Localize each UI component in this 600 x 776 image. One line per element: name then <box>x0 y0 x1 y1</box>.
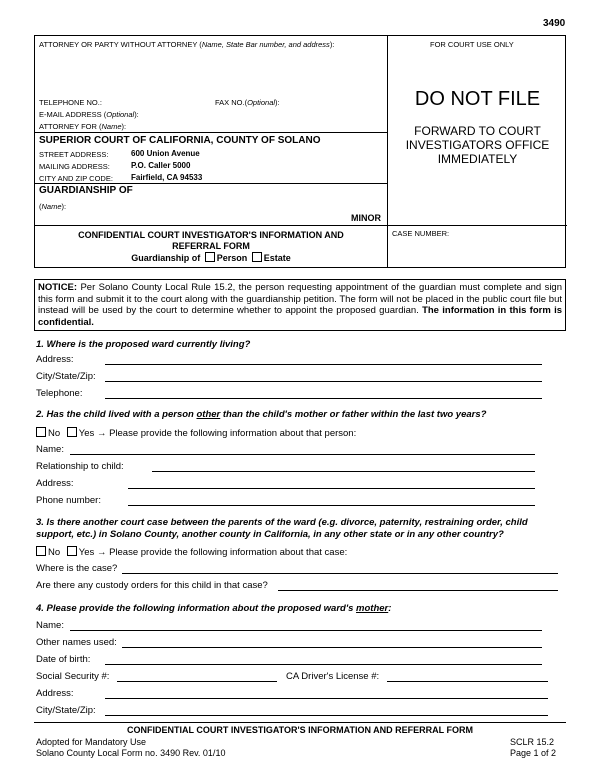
footer-left: Adopted for Mandatory Use Solano County Local Form no. 3490 Rev. 01/10 <box>36 737 226 758</box>
q4-name-field[interactable] <box>70 630 542 631</box>
q3-options: No Yes → Please provide the following information about that case: <box>34 546 347 558</box>
q4-city-label: City/State/Zip: <box>36 705 96 716</box>
q4-ssn-label: Social Security #: <box>36 671 110 682</box>
q4-address-label: Address: <box>36 688 74 699</box>
caption-box <box>34 35 566 268</box>
q2-name-field[interactable] <box>70 454 535 455</box>
city-zip-value: Fairfield, CA 94533 <box>131 173 203 182</box>
forward-notice: FORWARD TO COURT INVESTIGATORS OFFICE IMMEDIATELY <box>405 124 550 166</box>
q3-where-label: Where is the case? <box>36 563 118 574</box>
q3-where-field[interactable] <box>122 573 558 574</box>
q4-license-field[interactable] <box>387 681 548 682</box>
street-address-value: 600 Union Avenue <box>131 149 200 158</box>
footer-title: CONFIDENTIAL COURT INVESTIGATOR'S INFORMATION AND REFERRAL FORM <box>127 725 473 735</box>
q1-telephone-label: Telephone: <box>36 388 83 399</box>
q2-no-checkbox[interactable] <box>36 427 46 437</box>
email-label: E-MAIL ADDRESS (Optional): <box>39 110 139 119</box>
telephone-label: TELEPHONE NO.: <box>39 98 102 107</box>
court-divider <box>35 132 387 133</box>
notice-box: NOTICE: Per Solano County Local Rule 15.2, the person requesting appointment of the guardian must complete and sign this form and submit it to the court along with the guardianship petition. The form will not be placed in the public court file but instead will be used by the court to determine whether to appoint the proposed guardian. The information in this form is confidential. <box>34 279 566 331</box>
q4-ssn-field[interactable] <box>117 681 277 682</box>
q4-other-names-field[interactable] <box>122 647 542 648</box>
q1-address-field[interactable] <box>105 364 542 365</box>
question-4: 4. Please provide the following information about the proposed ward's mother: <box>36 603 392 614</box>
q1-telephone-field[interactable] <box>105 398 542 399</box>
court-name: SUPERIOR COURT OF CALIFORNIA, COUNTY OF SOLANO <box>39 135 321 146</box>
mailing-address-label: MAILING ADDRESS: <box>39 162 110 171</box>
city-zip-label: CITY AND ZIP CODE: <box>39 174 113 183</box>
q4-other-names-label: Other names used: <box>36 637 117 648</box>
q2-options: No Yes → Please provide the following information about that person: <box>34 427 356 439</box>
question-2: 2. Has the child lived with a person other than the child's mother or father within the last two years? <box>36 409 487 420</box>
minor-label: MINOR <box>351 213 381 223</box>
title-divider <box>35 225 567 226</box>
footer-rule <box>34 722 566 723</box>
q2-yes-checkbox[interactable] <box>67 427 77 437</box>
street-address-label: STREET ADDRESS: <box>39 150 109 159</box>
q2-relationship-label: Relationship to child: <box>36 461 124 472</box>
q1-address-label: Address: <box>36 354 74 365</box>
q4-address-field[interactable] <box>105 698 548 699</box>
q2-address-label: Address: <box>36 478 74 489</box>
q2-relationship-field[interactable] <box>152 471 535 472</box>
q3-custody-label: Are there any custody orders for this child in that case? <box>36 580 268 591</box>
q4-license-label: CA Driver's License #: <box>286 671 380 682</box>
q2-name-label: Name: <box>36 444 64 455</box>
guardianship-divider <box>35 183 387 184</box>
estate-checkbox[interactable] <box>252 252 262 262</box>
form-title: CONFIDENTIAL COURT INVESTIGATOR'S INFORMATION AND REFERRAL FORM <box>78 230 344 251</box>
question-1: 1. Where is the proposed ward currently living? <box>36 339 251 350</box>
q3-custody-field[interactable] <box>278 590 558 591</box>
guardianship-of: GUARDIANSHIP OF <box>39 185 133 196</box>
q2-address-field[interactable] <box>128 488 535 489</box>
q3-no-checkbox[interactable] <box>36 546 46 556</box>
q4-city-field[interactable] <box>105 715 548 716</box>
ward-name-label: (Name): <box>39 202 67 211</box>
question-3: 3. Is there another court case between the parents of the ward (e.g. divorce, paternity, restraining order, child support, etc.) in Solano County, another county in California, in any other state or in any other country? <box>36 517 528 540</box>
fax-label: FAX NO.(Optional): <box>215 98 280 107</box>
q4-dob-label: Date of birth: <box>36 654 91 665</box>
q4-name-label: Name: <box>36 620 64 631</box>
q2-phone-label: Phone number: <box>36 495 101 506</box>
case-number-label: CASE NUMBER: <box>392 229 450 238</box>
do-not-file: DO NOT FILE <box>414 88 541 110</box>
form-number-top: 3490 <box>543 18 566 29</box>
q1-city-label: City/State/Zip: <box>36 371 96 382</box>
court-use-only: FOR COURT USE ONLY <box>430 40 514 49</box>
attorney-for-label: ATTORNEY FOR (Name): <box>39 122 127 131</box>
footer-right: SCLR 15.2 Page 1 of 2 <box>510 737 557 758</box>
q2-phone-field[interactable] <box>128 505 535 506</box>
attorney-label: ATTORNEY OR PARTY WITHOUT ATTORNEY (Name, State Bar number, and address): <box>39 40 335 49</box>
q4-dob-field[interactable] <box>105 664 542 665</box>
person-checkbox[interactable] <box>205 252 215 262</box>
q3-yes-checkbox[interactable] <box>67 546 77 556</box>
q1-city-field[interactable] <box>105 381 542 382</box>
mailing-address-value: P.O. Caller 5000 <box>131 161 191 170</box>
guardianship-type: Guardianship of Person Estate <box>131 253 291 263</box>
